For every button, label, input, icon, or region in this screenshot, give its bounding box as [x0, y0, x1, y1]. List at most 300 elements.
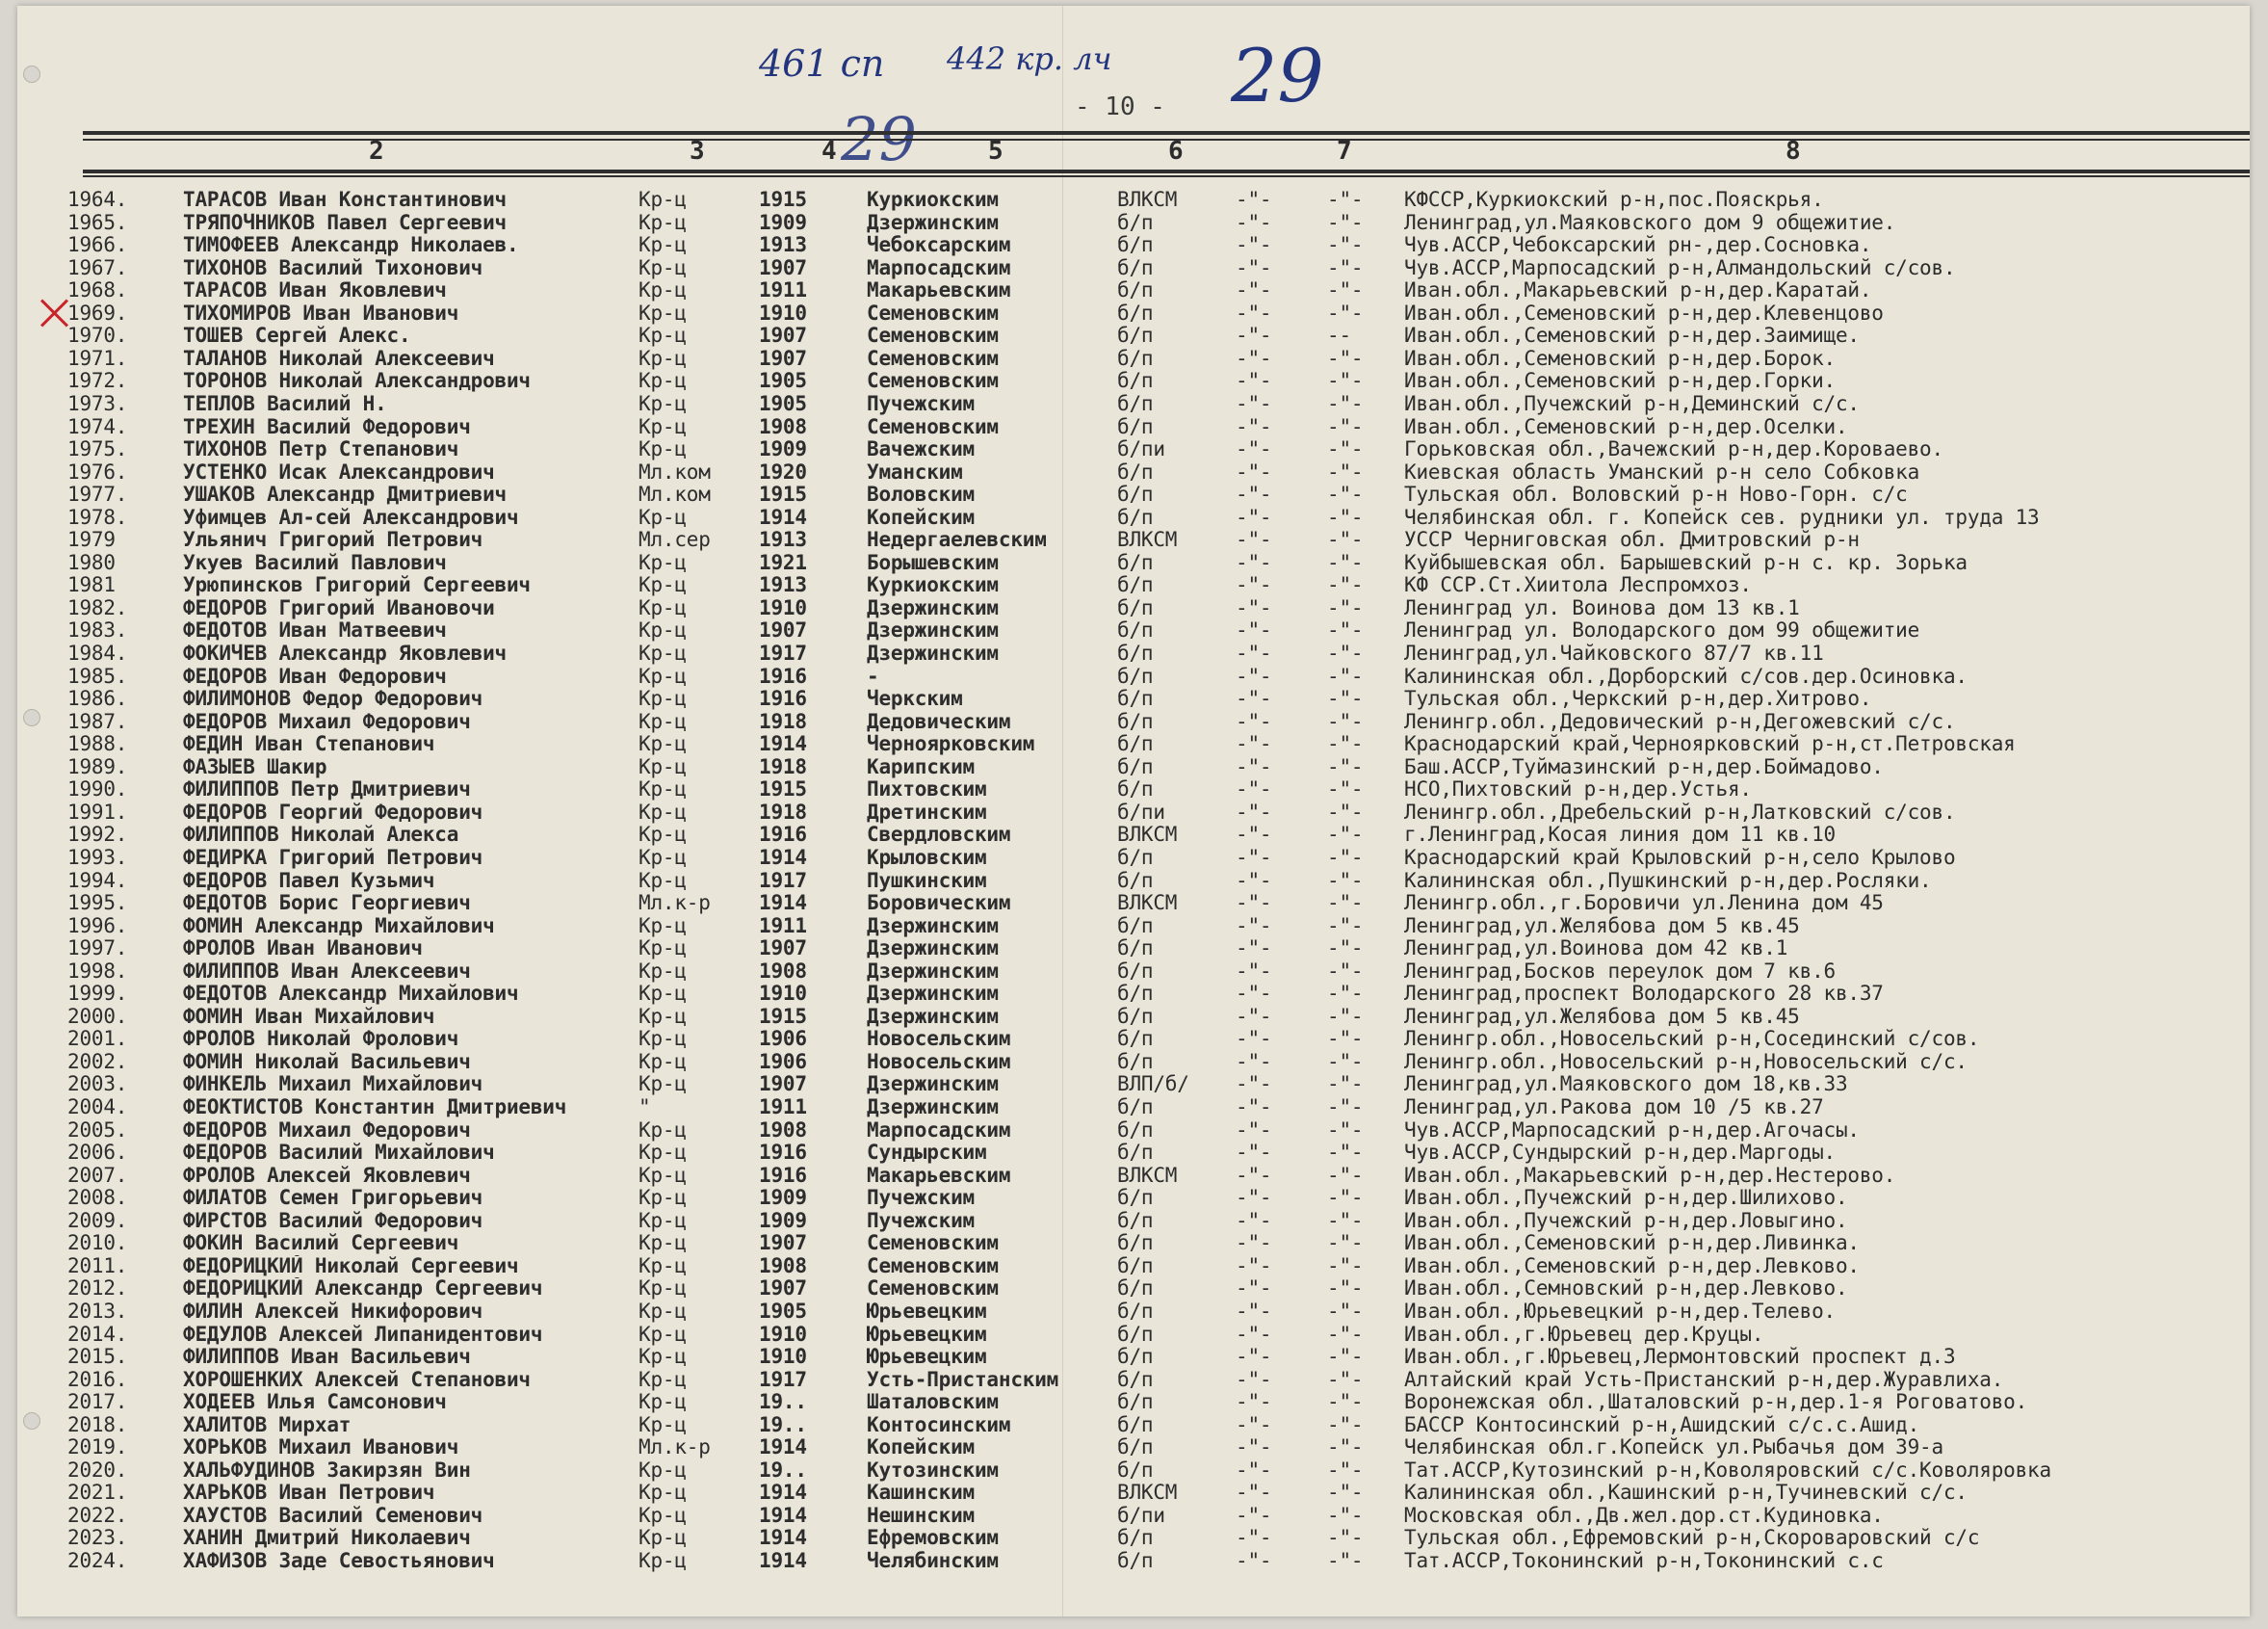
record-number: 1999.	[67, 983, 128, 1006]
draft-office: Усть-Пристанским	[867, 1368, 1059, 1391]
column-7-ditto: -"-	[1236, 370, 1272, 393]
record-number: 1987.	[67, 710, 128, 733]
rank: Кр-ц	[639, 574, 687, 597]
home-address: Баш.АССР,Туймазинский р-н,дер.Боймадово.	[1404, 755, 1884, 778]
person-name: ТАРАСОВ Иван Яковлевич	[183, 279, 447, 302]
draft-office: Пушкинским	[867, 869, 987, 892]
home-address: КФ ССР.Ст.Хиитола Леспромхоз.	[1404, 574, 1752, 597]
record-number: 2020.	[67, 1458, 128, 1482]
rank: Кр-ц	[639, 234, 687, 257]
draft-office: Новосельским	[867, 1050, 1011, 1073]
person-name: ФИЛИППОВ Петр Дмитриевич	[183, 778, 471, 801]
rank: Кр-ц	[639, 1118, 687, 1142]
header-rule	[83, 170, 2250, 173]
record-number: 1980	[67, 551, 116, 574]
home-address: Ленинград,ул.Чайковского 87/7 кв.11	[1404, 643, 1824, 665]
rank: Кр-ц	[639, 983, 687, 1006]
party-status: б/п	[1117, 983, 1154, 1006]
birth-year: 1907	[759, 347, 807, 370]
table-row	[17, 1324, 2250, 1346]
rank: Кр-ц	[639, 846, 687, 869]
table-row	[17, 507, 2250, 529]
draft-office: Карипским	[867, 755, 975, 778]
column-7-ditto-2: -"-	[1327, 1187, 1364, 1210]
record-number: 2000.	[67, 1005, 128, 1028]
home-address: Тульская обл.,Ефремовский р-н,Скороваровский с/с	[1404, 1527, 1980, 1550]
column-7-ditto: -"-	[1236, 1504, 1272, 1527]
column-7-ditto: -"-	[1236, 551, 1272, 574]
record-number: 2017.	[67, 1391, 128, 1414]
person-name: ХАУСТОВ Василий Семенович	[183, 1504, 483, 1527]
column-7-ditto-2: -"-	[1327, 256, 1364, 279]
party-status: ВЛКСМ	[1117, 892, 1178, 915]
column-7-ditto-2: -"-	[1327, 189, 1364, 211]
column-7-ditto: -"-	[1236, 869, 1272, 892]
column-7-ditto-2: -"-	[1327, 574, 1364, 597]
draft-office: Дретинским	[867, 801, 987, 824]
record-number: 1978.	[67, 506, 128, 529]
column-7-ditto-2: -"-	[1327, 506, 1364, 529]
birth-year: 1911	[759, 914, 807, 937]
birth-year: 1908	[759, 1254, 807, 1277]
draft-office: -	[867, 665, 879, 688]
rank: Кр-ц	[639, 1050, 687, 1073]
column-7-ditto-2: -"-	[1327, 619, 1364, 643]
table-row	[17, 529, 2250, 551]
home-address: Киевская область Уманский р-н село Собковка	[1404, 460, 1920, 484]
column-7-ditto: -"-	[1236, 1005, 1272, 1028]
column-7-ditto-2: -"-	[1327, 1391, 1364, 1414]
rank: Кр-ц	[639, 1232, 687, 1255]
column-7-ditto: -"-	[1236, 1254, 1272, 1277]
header-rule	[83, 131, 2250, 135]
party-status: б/п	[1117, 574, 1154, 597]
column-number: 4	[821, 137, 837, 166]
birth-year: 1907	[759, 1232, 807, 1255]
birth-year: 1908	[759, 415, 807, 438]
person-name: ФЕДОРОВ Григорий Ивановочи	[183, 596, 495, 619]
table-row	[17, 870, 2250, 892]
table-row	[17, 1482, 2250, 1504]
record-number: 2012.	[67, 1277, 128, 1301]
record-number: 1995.	[67, 892, 128, 915]
handwritten-sheet-mark: 29	[1231, 33, 1324, 118]
rank: Кр-ц	[639, 710, 687, 733]
record-number: 1970.	[67, 325, 128, 348]
draft-office: Семеновским	[867, 325, 999, 348]
record-number: 1967.	[67, 256, 128, 279]
person-name: ХАЛИТОВ Мирхат	[183, 1413, 352, 1436]
party-status: б/п	[1117, 846, 1154, 869]
home-address: Ленингр.обл.,Новосельский р-н,Новосельский с/с.	[1404, 1050, 1968, 1073]
birth-year: 1909	[759, 1187, 807, 1210]
column-number: 6	[1168, 137, 1184, 166]
record-number: 1996.	[67, 914, 128, 937]
table-row	[17, 1232, 2250, 1254]
birth-year: 1916	[759, 1142, 807, 1165]
table-row	[17, 1210, 2250, 1232]
person-name: ФОМИН Николай Васильевич	[183, 1050, 471, 1073]
column-7-ditto-2: -"-	[1327, 1096, 1364, 1118]
record-number: 2013.	[67, 1300, 128, 1323]
table-row	[17, 1165, 2250, 1187]
table-row	[17, 1459, 2250, 1482]
column-7-ditto: -"-	[1236, 1096, 1272, 1118]
birth-year: 1910	[759, 1346, 807, 1369]
draft-office: Дзержинским	[867, 643, 999, 665]
column-7-ditto-2: -"-	[1327, 755, 1364, 778]
record-number: 1981	[67, 574, 116, 597]
party-status: б/п	[1117, 1346, 1154, 1369]
draft-office: Куркиокским	[867, 189, 999, 211]
draft-office: Семеновским	[867, 347, 999, 370]
record-number: 1977.	[67, 484, 128, 507]
column-7-ditto-2: -"-	[1327, 1413, 1364, 1436]
draft-office: Макарьевским	[867, 1164, 1011, 1187]
table-row	[17, 801, 2250, 824]
table-row	[17, 416, 2250, 438]
birth-year: 1905	[759, 1300, 807, 1323]
record-number: 1990.	[67, 778, 128, 801]
rank: Кр-ц	[639, 688, 687, 711]
party-status: б/пи	[1117, 1504, 1165, 1527]
person-name: Урюпинсков Григорий Сергеевич	[183, 574, 531, 597]
birth-year: 1909	[759, 211, 807, 234]
rank: Кр-ц	[639, 392, 687, 415]
column-7-ditto-2: -"-	[1327, 1005, 1364, 1028]
record-number: 1998.	[67, 959, 128, 983]
party-status: б/п	[1117, 1254, 1154, 1277]
party-status: б/п	[1117, 1391, 1154, 1414]
table-row	[17, 756, 2250, 778]
birth-year: 1910	[759, 983, 807, 1006]
rank: Мл.к-р	[639, 1436, 711, 1459]
rank: Кр-ц	[639, 1187, 687, 1210]
column-7-ditto: -"-	[1236, 959, 1272, 983]
home-address: г.Ленинград,Косая линия дом 11 кв.10	[1404, 824, 1836, 847]
column-7-ditto: -"-	[1236, 914, 1272, 937]
column-7-ditto-2: -"-	[1327, 1277, 1364, 1301]
birth-year: 1914	[759, 506, 807, 529]
column-7-ditto-2: -"-	[1327, 1073, 1364, 1096]
column-7-ditto-2: -"-	[1327, 438, 1364, 461]
table-row	[17, 348, 2250, 370]
rank: Кр-ц	[639, 1413, 687, 1436]
table-row	[17, 1301, 2250, 1323]
party-status: б/п	[1117, 1096, 1154, 1118]
draft-office: Недергаелевским	[867, 529, 1047, 552]
birth-year: 1913	[759, 234, 807, 257]
record-number: 1975.	[67, 438, 128, 461]
table-row	[17, 1051, 2250, 1073]
party-status: б/п	[1117, 1458, 1154, 1482]
party-status: б/п	[1117, 643, 1154, 665]
party-status: б/пи	[1117, 438, 1165, 461]
column-7-ditto-2: -"-	[1327, 392, 1364, 415]
party-status: б/п	[1117, 211, 1154, 234]
draft-office: Семеновским	[867, 370, 999, 393]
person-name: ХАФИЗОВ Заде Севостьянович	[183, 1550, 495, 1572]
draft-office: Новосельским	[867, 1028, 1011, 1051]
column-7-ditto: -"-	[1236, 484, 1272, 507]
person-name: ТИМОФЕЕВ Александр Николаев.	[183, 234, 519, 257]
draft-office: Боровическим	[867, 892, 1011, 915]
birth-year: 1908	[759, 959, 807, 983]
record-number: 1997.	[67, 937, 128, 960]
person-name: УШАКОВ Александр Дмитриевич	[183, 484, 507, 507]
draft-office: Юрьевецким	[867, 1346, 987, 1369]
record-number: 2007.	[67, 1164, 128, 1187]
column-7-ditto-2: -"-	[1327, 1550, 1364, 1572]
person-name: ФЕДОРИЦКИЙ Николай Сергеевич	[183, 1254, 519, 1277]
rank: Кр-ц	[639, 415, 687, 438]
person-name: ФРОЛОВ Иван Иванович	[183, 937, 423, 960]
column-7-ditto-2: -"-	[1327, 460, 1364, 484]
table-row	[17, 189, 2250, 211]
party-status: б/п	[1117, 778, 1154, 801]
person-name: ФИЛАТОВ Семен Григорьевич	[183, 1187, 483, 1210]
column-7-ditto: -"-	[1236, 1300, 1272, 1323]
table-row	[17, 847, 2250, 869]
table-row	[17, 234, 2250, 256]
record-number: 1991.	[67, 801, 128, 824]
home-address: Ленинград,ул.Маяковского дом 18,кв.33	[1404, 1073, 1848, 1096]
column-number: 8	[1786, 137, 1801, 166]
record-number: 2004.	[67, 1096, 128, 1118]
home-address: Ленингр.обл.,г.Боровичи ул.Ленина дом 45	[1404, 892, 1884, 915]
record-number: 1993.	[67, 846, 128, 869]
birth-year: 1914	[759, 1550, 807, 1572]
home-address: Московская обл.,Дв.жел.дор.ст.Кудиновка.	[1404, 1504, 1884, 1527]
column-7-ditto: -"-	[1236, 460, 1272, 484]
home-address: Чув.АССР,Чебоксарский рн-,дер.Сосновка.	[1404, 234, 1872, 257]
home-address: Чув.АССР,Марпосадский р-н,Алмандольский с/сов.	[1404, 256, 1956, 279]
home-address: Горьковская обл.,Вачежский р-н,дер.Короваево.	[1404, 438, 1943, 461]
column-7-ditto-2: -"-	[1327, 846, 1364, 869]
person-name: ТОРОНОВ Николай Александрович	[183, 370, 531, 393]
column-7-ditto: -"-	[1236, 529, 1272, 552]
draft-office: Уманским	[867, 460, 963, 484]
draft-office: Дзержинским	[867, 1073, 999, 1096]
draft-office: Дзержинским	[867, 211, 999, 234]
rank: Кр-ц	[639, 1550, 687, 1572]
table-row	[17, 1096, 2250, 1118]
table-row	[17, 1505, 2250, 1527]
home-address: Ленинград,проспект Володарского 28 кв.37	[1404, 983, 1884, 1006]
rank: Кр-ц	[639, 506, 687, 529]
record-number: 1969.	[67, 302, 128, 325]
rank: Кр-ц	[639, 1323, 687, 1346]
column-7-ditto: -"-	[1236, 846, 1272, 869]
table-row	[17, 643, 2250, 665]
table-row	[17, 778, 2250, 801]
rank: Кр-ц	[639, 370, 687, 393]
home-address: Ленинград,ул.Желябова дом 5 кв.45	[1404, 914, 1800, 937]
draft-office: Вачежским	[867, 438, 975, 461]
home-address: Краснодарский край Крыловский р-н,село Крылово	[1404, 846, 1956, 869]
table-row	[17, 597, 2250, 619]
rank: Кр-ц	[639, 325, 687, 348]
column-7-ditto: -"-	[1236, 1458, 1272, 1482]
table-row	[17, 325, 2250, 347]
column-7-ditto: -"-	[1236, 1323, 1272, 1346]
party-status: б/п	[1117, 665, 1154, 688]
birth-year: 1906	[759, 1050, 807, 1073]
rank: Кр-ц	[639, 302, 687, 325]
party-status: б/п	[1117, 1300, 1154, 1323]
party-status: ВЛКСМ	[1117, 824, 1178, 847]
person-name: ТЕПЛОВ Василий Н.	[183, 392, 387, 415]
party-status: б/п	[1117, 302, 1154, 325]
column-7-ditto: -"-	[1236, 778, 1272, 801]
birth-year: 1910	[759, 596, 807, 619]
column-7-ditto: -"-	[1236, 1118, 1272, 1142]
draft-office: Чебоксарским	[867, 234, 1011, 257]
party-status: б/п	[1117, 1550, 1154, 1572]
home-address: Иван.обл.,Семеновский р-н,дер.Клевенцово	[1404, 302, 1884, 325]
rank: Кр-ц	[639, 778, 687, 801]
record-number: 1965.	[67, 211, 128, 234]
record-number: 2006.	[67, 1142, 128, 1165]
party-status: б/п	[1117, 959, 1154, 983]
column-7-ditto: -"-	[1236, 801, 1272, 824]
handwritten-regiment: 442 кр. лч	[947, 40, 1112, 77]
party-status: б/п	[1117, 484, 1154, 507]
table-row	[17, 1142, 2250, 1164]
person-name: ТОШЕВ Сергей Алекс.	[183, 325, 411, 348]
party-status: б/п	[1117, 1187, 1154, 1210]
column-7-ditto: -"-	[1236, 1482, 1272, 1505]
person-name: ФЕДИРКА Григорий Петрович	[183, 846, 483, 869]
draft-office: Семеновским	[867, 1232, 999, 1255]
draft-office: Свердловским	[867, 824, 1011, 847]
column-7-ditto-2: -"-	[1327, 1164, 1364, 1187]
rank: Кр-ц	[639, 1142, 687, 1165]
person-name: ФИЛИМОНОВ Федор Федорович	[183, 688, 483, 711]
home-address: Иван.обл.,Макарьевский р-н,дер.Каратай.	[1404, 279, 1872, 302]
record-number: 2023.	[67, 1527, 128, 1550]
table-row	[17, 733, 2250, 755]
person-name: ХОРЬКОВ Михаил Иванович	[183, 1436, 459, 1459]
column-7-ditto-2: -"-	[1327, 937, 1364, 960]
table-row	[17, 1255, 2250, 1277]
draft-office: Челябинским	[867, 1550, 999, 1572]
person-name: ФОМИН Александр Михайлович	[183, 914, 495, 937]
table-row	[17, 960, 2250, 983]
birth-year: 1914	[759, 892, 807, 915]
rank: Мл.ком	[639, 460, 711, 484]
draft-office: Копейским	[867, 1436, 975, 1459]
record-number: 1976.	[67, 460, 128, 484]
record-number: 1979	[67, 529, 116, 552]
table-row	[17, 1119, 2250, 1142]
party-status: б/п	[1117, 1142, 1154, 1165]
record-number: 2009.	[67, 1209, 128, 1232]
record-number: 2011.	[67, 1254, 128, 1277]
person-name: ФИЛИППОВ Иван Васильевич	[183, 1346, 471, 1369]
home-address: Иван.обл.,Семеновский р-н,дер.Оселки.	[1404, 415, 1848, 438]
table-row	[17, 1006, 2250, 1028]
draft-office: Куркиокским	[867, 574, 999, 597]
record-number: 1986.	[67, 688, 128, 711]
home-address: Иван.обл.,Семеновский р-н,дер.Борок.	[1404, 347, 1836, 370]
draft-office: Семеновским	[867, 415, 999, 438]
party-status: б/п	[1117, 1209, 1154, 1232]
party-status: б/п	[1117, 755, 1154, 778]
person-name: ФЕДОРОВ Георгий Федорович	[183, 801, 483, 824]
column-7-ditto-2: -"-	[1327, 302, 1364, 325]
table-row	[17, 1414, 2250, 1436]
home-address: Чув.АССР,Марпосадский р-н,дер.Агочасы.	[1404, 1118, 1860, 1142]
record-number: 2018.	[67, 1413, 128, 1436]
header-rule	[83, 175, 2250, 177]
party-status: б/п	[1117, 347, 1154, 370]
column-7-ditto-2: -"-	[1327, 688, 1364, 711]
home-address: Калининская обл.,Дорборский с/сов.дер.Осиновка.	[1404, 665, 1968, 688]
party-status: б/п	[1117, 1413, 1154, 1436]
person-name: ФАЗЫЕВ Шакир	[183, 755, 327, 778]
birth-year: 1911	[759, 279, 807, 302]
table-row	[17, 1436, 2250, 1458]
column-7-ditto: -"-	[1236, 1142, 1272, 1165]
column-7-ditto-2: --	[1327, 325, 1351, 348]
home-address: Ленингр.обл.,Дребельский р-н,Латковский с/сов.	[1404, 801, 1956, 824]
person-name: Укуев Василий Павлович	[183, 551, 447, 574]
party-status: б/п	[1117, 279, 1154, 302]
rank: Кр-ц	[639, 551, 687, 574]
party-status: б/п	[1117, 460, 1154, 484]
party-status: ВЛКСМ	[1117, 1482, 1178, 1505]
rank: Кр-ц	[639, 1277, 687, 1301]
rank: Кр-ц	[639, 211, 687, 234]
draft-office: Сундырским	[867, 1142, 987, 1165]
party-status: б/п	[1117, 392, 1154, 415]
party-status: б/п	[1117, 1028, 1154, 1051]
rank: Кр-ц	[639, 1300, 687, 1323]
punch-hole	[23, 66, 40, 83]
record-number: 2019.	[67, 1436, 128, 1459]
table-row	[17, 1187, 2250, 1209]
column-7-ditto-2: -"-	[1327, 347, 1364, 370]
table-row	[17, 937, 2250, 959]
column-number: 5	[988, 137, 1004, 166]
record-number: 2002.	[67, 1050, 128, 1073]
column-7-ditto-2: -"-	[1327, 415, 1364, 438]
birth-year: 19..	[759, 1458, 807, 1482]
rank: Кр-ц	[639, 256, 687, 279]
party-status: б/п	[1117, 506, 1154, 529]
table-row	[17, 484, 2250, 506]
person-name: ТИХОМИРОВ Иван Иванович	[183, 302, 459, 325]
birth-year: 1918	[759, 755, 807, 778]
birth-year: 1914	[759, 1436, 807, 1459]
column-7-ditto: -"-	[1236, 392, 1272, 415]
birth-year: 1914	[759, 1504, 807, 1527]
column-7-ditto: -"-	[1236, 824, 1272, 847]
record-number: 1973.	[67, 392, 128, 415]
column-7-ditto: -"-	[1236, 665, 1272, 688]
person-name: ФЕДИН Иван Степанович	[183, 733, 435, 756]
person-name: ФЕДОТОВ Иван Матвеевич	[183, 619, 447, 643]
column-7-ditto-2: -"-	[1327, 643, 1364, 665]
home-address: НСО,Пихтовский р-н,дер.Устья.	[1404, 778, 1752, 801]
record-number: 2024.	[67, 1550, 128, 1572]
draft-office: Копейским	[867, 506, 975, 529]
home-address: Иван.обл.,Юрьевецкий р-н,дер.Телево.	[1404, 1300, 1836, 1323]
party-status: б/п	[1117, 1277, 1154, 1301]
home-address: Иван.обл.,Семеновский р-н,дер.Заимище.	[1404, 325, 1860, 348]
draft-office: Дзержинским	[867, 959, 999, 983]
